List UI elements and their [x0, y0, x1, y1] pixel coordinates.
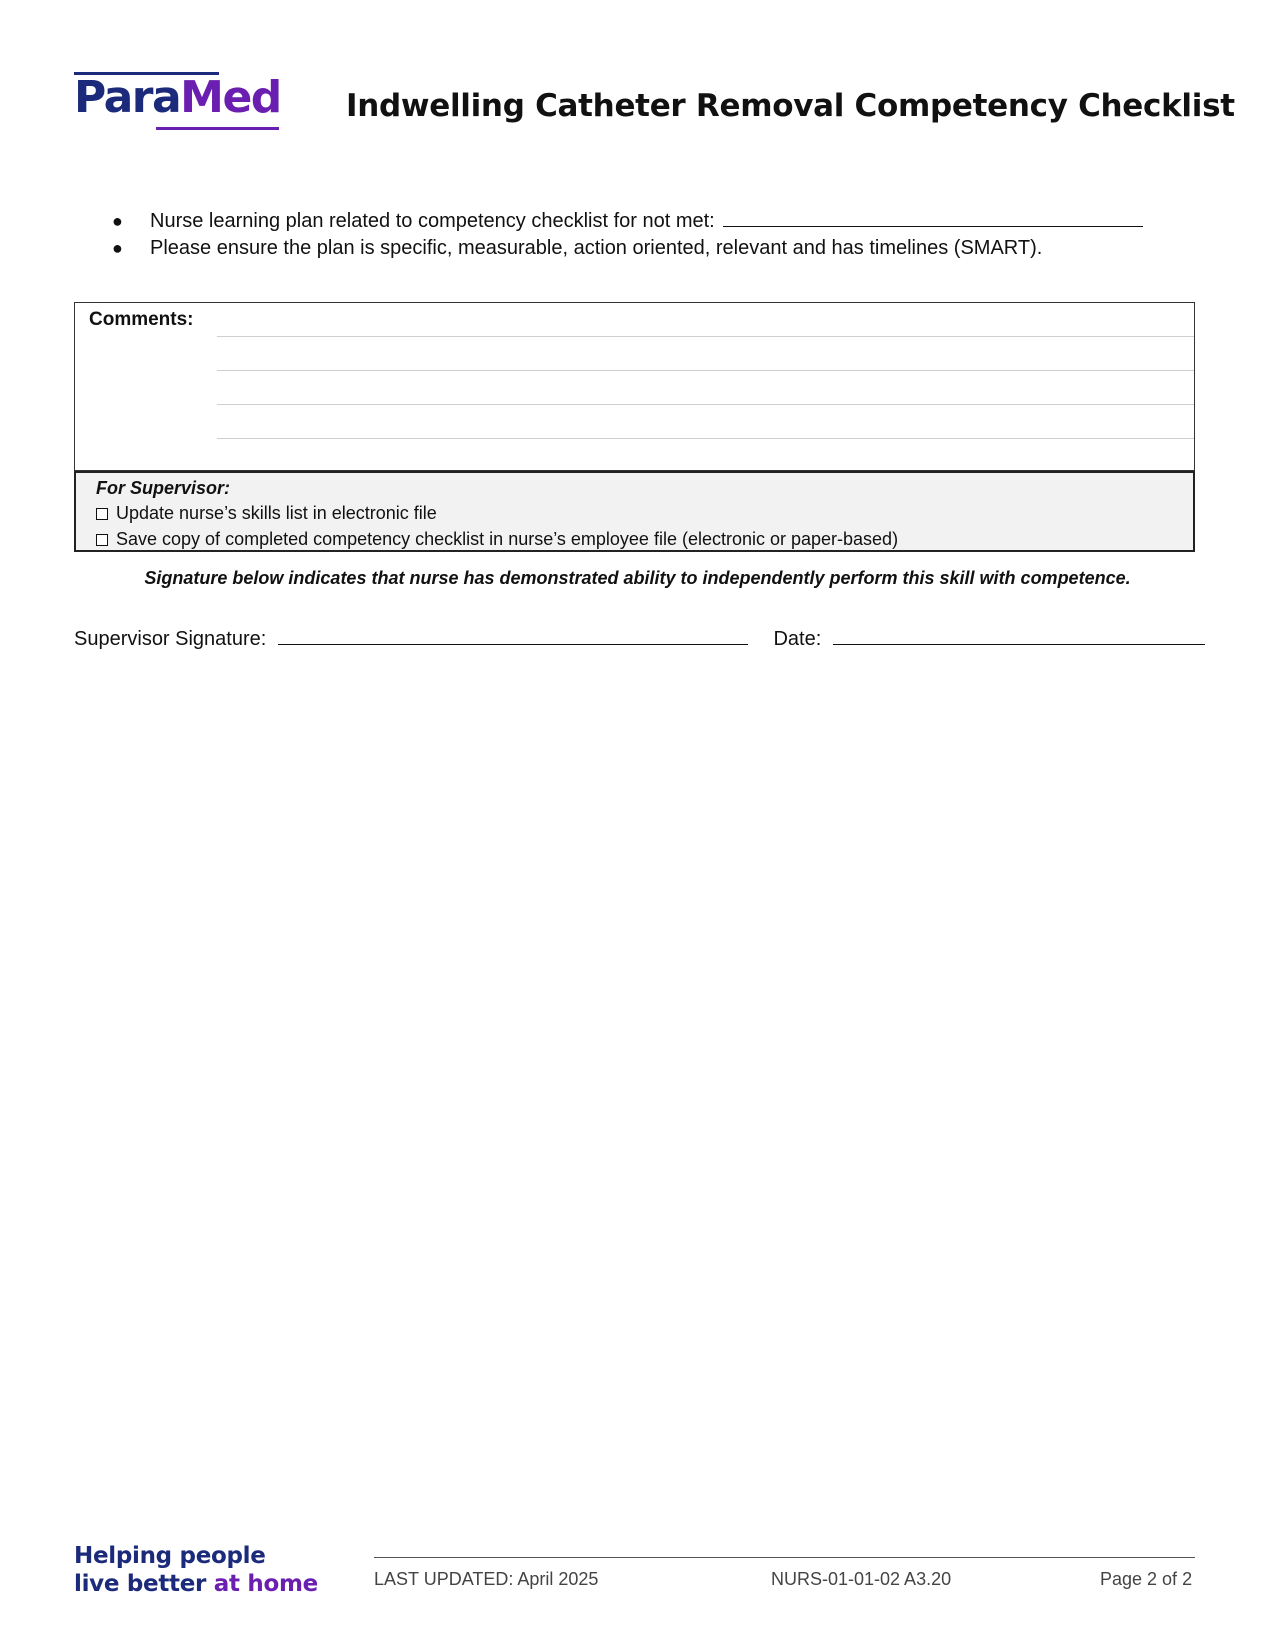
bullet-learning-plan — [112, 210, 1143, 233]
logo-bottom-bar — [156, 127, 279, 130]
comments-box[interactable] — [74, 302, 1195, 471]
supervisor-check-save-copy[interactable] — [96, 529, 898, 550]
check-label: Save copy of completed competency checklist in nurse’s employee file (electronic or paper-based) — [116, 529, 899, 549]
bullet-text: Nurse learning plan related to competency checklist for not met: — [150, 210, 715, 232]
check-label: Update nurse’s skills list in electronic file — [116, 503, 437, 523]
supervisor-signature-label: Supervisor Signature: — [74, 628, 267, 650]
comment-line — [217, 438, 1194, 439]
learning-plan-blank-line[interactable] — [723, 225, 1143, 227]
date-line[interactable] — [833, 643, 1205, 645]
document-title: Indwelling Catheter Removal Competency Checklist — [346, 88, 1235, 124]
last-updated: LAST UPDATED: April 2025 — [374, 1569, 599, 1589]
checkbox-icon[interactable] — [96, 508, 108, 520]
supervisor-box — [74, 471, 1195, 552]
supervisor-signature-line[interactable] — [278, 643, 748, 645]
bullet-icon: ● — [112, 211, 123, 231]
checkbox-icon[interactable] — [96, 534, 108, 546]
comments-label: Comments: — [89, 309, 194, 330]
page-number: Page 2 of 2 — [1100, 1569, 1193, 1589]
supervisor-check-update-skills[interactable] — [96, 503, 437, 524]
footer-tagline: Helping people live better at home — [74, 1543, 318, 1597]
comment-line — [217, 370, 1194, 371]
signature-note: Signature below indicates that nurse has demonstrated ability to independently perform this skill with competence. — [144, 568, 1131, 588]
bullet-text: Please ensure the plan is specific, measurable, action oriented, relevant and has timelines (SMART). — [150, 237, 1043, 259]
document-code: NURS-01-01-02 A3.20 — [771, 1569, 952, 1589]
signature-row — [74, 628, 1205, 651]
date-label: Date: — [773, 628, 822, 650]
comment-line — [217, 336, 1194, 337]
logo-wordmark: ParaMed — [74, 72, 281, 123]
paramed-logo — [74, 72, 280, 134]
footer-rule — [374, 1557, 1195, 1558]
supervisor-heading: For Supervisor: — [96, 478, 231, 498]
bullet-icon: ● — [112, 238, 123, 258]
comment-line — [217, 404, 1194, 405]
bullet-smart — [112, 237, 1042, 260]
